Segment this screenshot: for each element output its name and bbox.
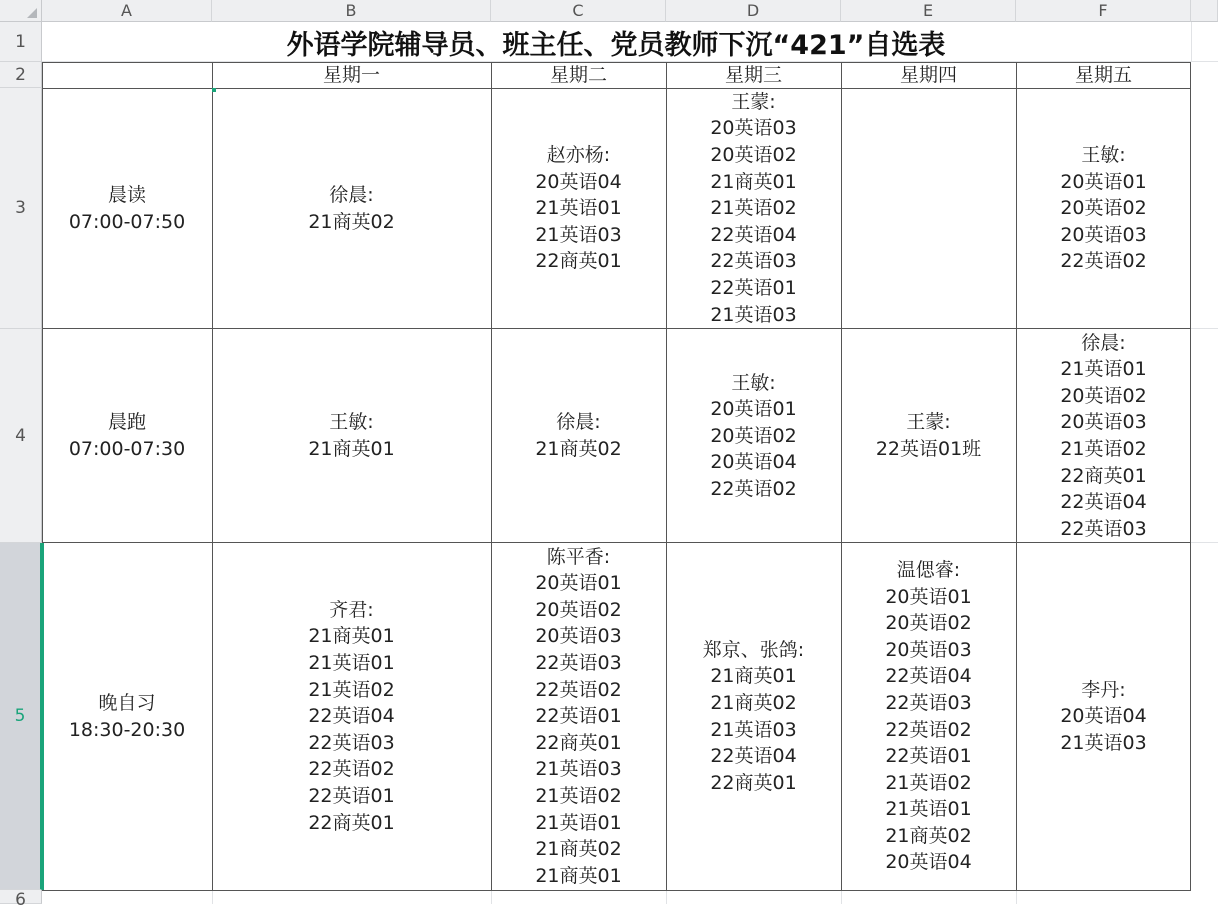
cell-f3[interactable]: 王敏: 20英语01 20英语02 20英语03 22英语02	[1060, 144, 1147, 273]
cell-f5[interactable]: 李丹: 20英语04 21英语03	[1060, 678, 1147, 754]
table-border	[841, 62, 842, 891]
row-header-6[interactable]: 6	[0, 890, 42, 904]
cell-e4[interactable]: 王蒙: 22英语01班	[875, 411, 982, 460]
weekday-monday[interactable]: 星期一	[322, 63, 380, 86]
select-all-corner[interactable]	[0, 0, 42, 22]
table-border	[491, 62, 492, 891]
weekday-tuesday[interactable]: 星期二	[549, 63, 607, 86]
row-header-2[interactable]: 2	[0, 62, 42, 88]
column-header-a[interactable]: A	[42, 0, 212, 22]
cell-b5[interactable]: 齐君: 21商英01 21英语01 21英语02 22英语04 22英语03 22英语02 22英语01 22商英01	[308, 598, 395, 834]
weekday-wednesday[interactable]: 星期三	[724, 63, 782, 86]
table-border	[666, 62, 667, 891]
row-header-4[interactable]: 4	[0, 329, 42, 543]
gridline	[1191, 22, 1192, 62]
row-selection-indicator	[42, 543, 44, 890]
cell-e3[interactable]	[841, 88, 1016, 329]
cell-a5-time-slot[interactable]: 晚自习 18:30-20:30	[68, 691, 186, 741]
column-header-blank[interactable]	[1191, 0, 1218, 22]
cell-d3[interactable]: 王蒙: 20英语03 20英语02 21商英01 21英语02 22英语04 22英语03 22英语01 21英语03	[710, 90, 797, 326]
table-border	[212, 62, 213, 891]
row-header-3[interactable]: 3	[0, 88, 42, 329]
table-border	[1190, 62, 1191, 891]
gridline	[666, 891, 667, 904]
table-border	[42, 890, 1191, 891]
gridline	[1016, 891, 1017, 904]
table-border	[42, 328, 1191, 329]
cell-a2[interactable]	[42, 62, 212, 88]
select-all-icon	[27, 8, 37, 18]
gridline	[1191, 542, 1218, 543]
column-header-e[interactable]: E	[841, 0, 1016, 22]
cell-selection-handle[interactable]	[212, 88, 216, 92]
cell-b4[interactable]: 王敏: 21商英01	[308, 411, 395, 460]
page-title[interactable]: 外语学院辅导员、班主任、党员教师下沉“421”自选表	[286, 29, 946, 61]
cell-d5[interactable]: 郑京、张鸽: 21商英01 21商英02 21英语03 22英语04 22商英01	[702, 638, 805, 794]
column-header-c[interactable]: C	[491, 0, 666, 22]
gridline	[841, 891, 842, 904]
gridline	[491, 891, 492, 904]
cell-f4[interactable]: 徐晨: 21英语01 20英语02 20英语03 21英语02 22商英01 22英语04 22英语03	[1060, 331, 1147, 540]
cell-e5[interactable]: 温偲睿: 20英语01 20英语02 20英语03 22英语04 22英语03 22英语02 22英语01 21英语02 21英语01 21商英02 20英语04	[885, 558, 972, 874]
table-border	[42, 62, 1191, 63]
cell-c5[interactable]: 陈平香: 20英语01 20英语02 20英语03 22英语03 22英语02 22英语01 22商英01 21英语03 21英语02 21英语01 21商英02 21商英01	[535, 545, 622, 887]
column-header-f[interactable]: F	[1016, 0, 1191, 22]
cell-b3[interactable]: 徐晨: 21商英02	[308, 183, 395, 233]
weekday-thursday[interactable]: 星期四	[899, 63, 957, 86]
gridline	[1191, 328, 1218, 329]
row-header-1[interactable]: 1	[0, 22, 42, 62]
row-header-5[interactable]: 5	[0, 543, 42, 890]
cell-c4[interactable]: 徐晨: 21商英02	[535, 411, 622, 460]
column-header-d[interactable]: D	[666, 0, 841, 22]
cell-d4[interactable]: 王敏: 20英语01 20英语02 20英语04 22英语02	[710, 371, 797, 500]
cell-c3[interactable]: 赵亦杨: 20英语04 21英语01 21英语03 22商英01	[535, 144, 622, 273]
gridline	[212, 891, 213, 904]
column-header-b[interactable]: B	[212, 0, 491, 22]
table-border	[1016, 62, 1017, 891]
table-border	[42, 542, 1191, 543]
cell-a4-time-slot[interactable]: 晨跑 07:00-07:30	[68, 411, 186, 460]
weekday-friday[interactable]: 星期五	[1074, 63, 1132, 86]
cell-a3-time-slot[interactable]: 晨读 07:00-07:50	[68, 183, 186, 233]
